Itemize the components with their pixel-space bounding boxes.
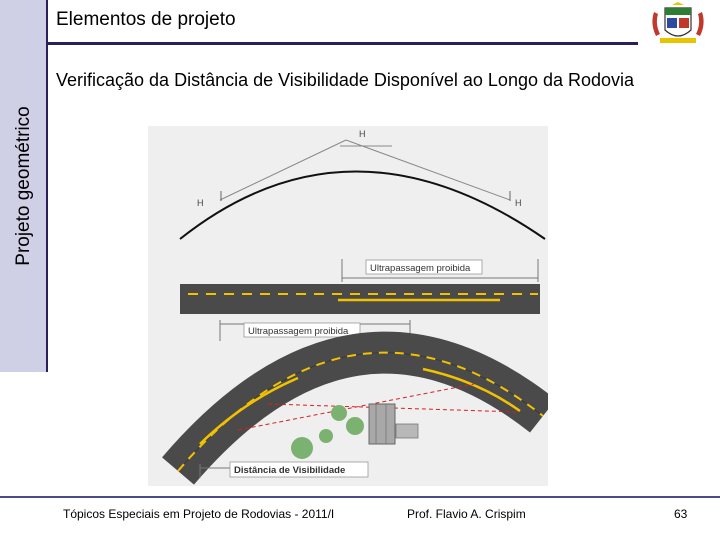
page-number: 63	[674, 507, 688, 521]
page-title: Elementos de projeto	[56, 9, 236, 30]
building-obstruction	[369, 404, 395, 444]
header-divider	[48, 42, 638, 45]
tree	[319, 429, 333, 443]
no-passing-label-upper: Ultrapassagem proibida	[370, 263, 471, 274]
building-annex	[396, 424, 418, 438]
height-label-top: H	[359, 129, 366, 139]
slide-subtitle: Verificação da Distância de Visibilidade Disponível ao Longo da Rodovia	[56, 70, 635, 90]
footer-author: Prof. Flavio A. Crispim	[407, 507, 526, 521]
height-label-right: H	[515, 198, 522, 208]
tree	[291, 437, 313, 459]
institution-logo	[650, 2, 706, 46]
road-visibility-figure	[148, 126, 548, 486]
sight-distance-label: Distância de Visibilidade	[234, 465, 346, 476]
no-passing-label-lower: Ultrapassagem proibida	[248, 326, 349, 337]
footer-course: Tópicos Especiais em Projeto de Rodovias - 2011/I	[63, 507, 335, 521]
height-label-left: H	[197, 198, 204, 208]
sidebar-title: Projeto geométrico	[13, 106, 34, 266]
tree	[331, 405, 347, 421]
tree	[346, 417, 364, 435]
footer-divider	[0, 496, 720, 498]
